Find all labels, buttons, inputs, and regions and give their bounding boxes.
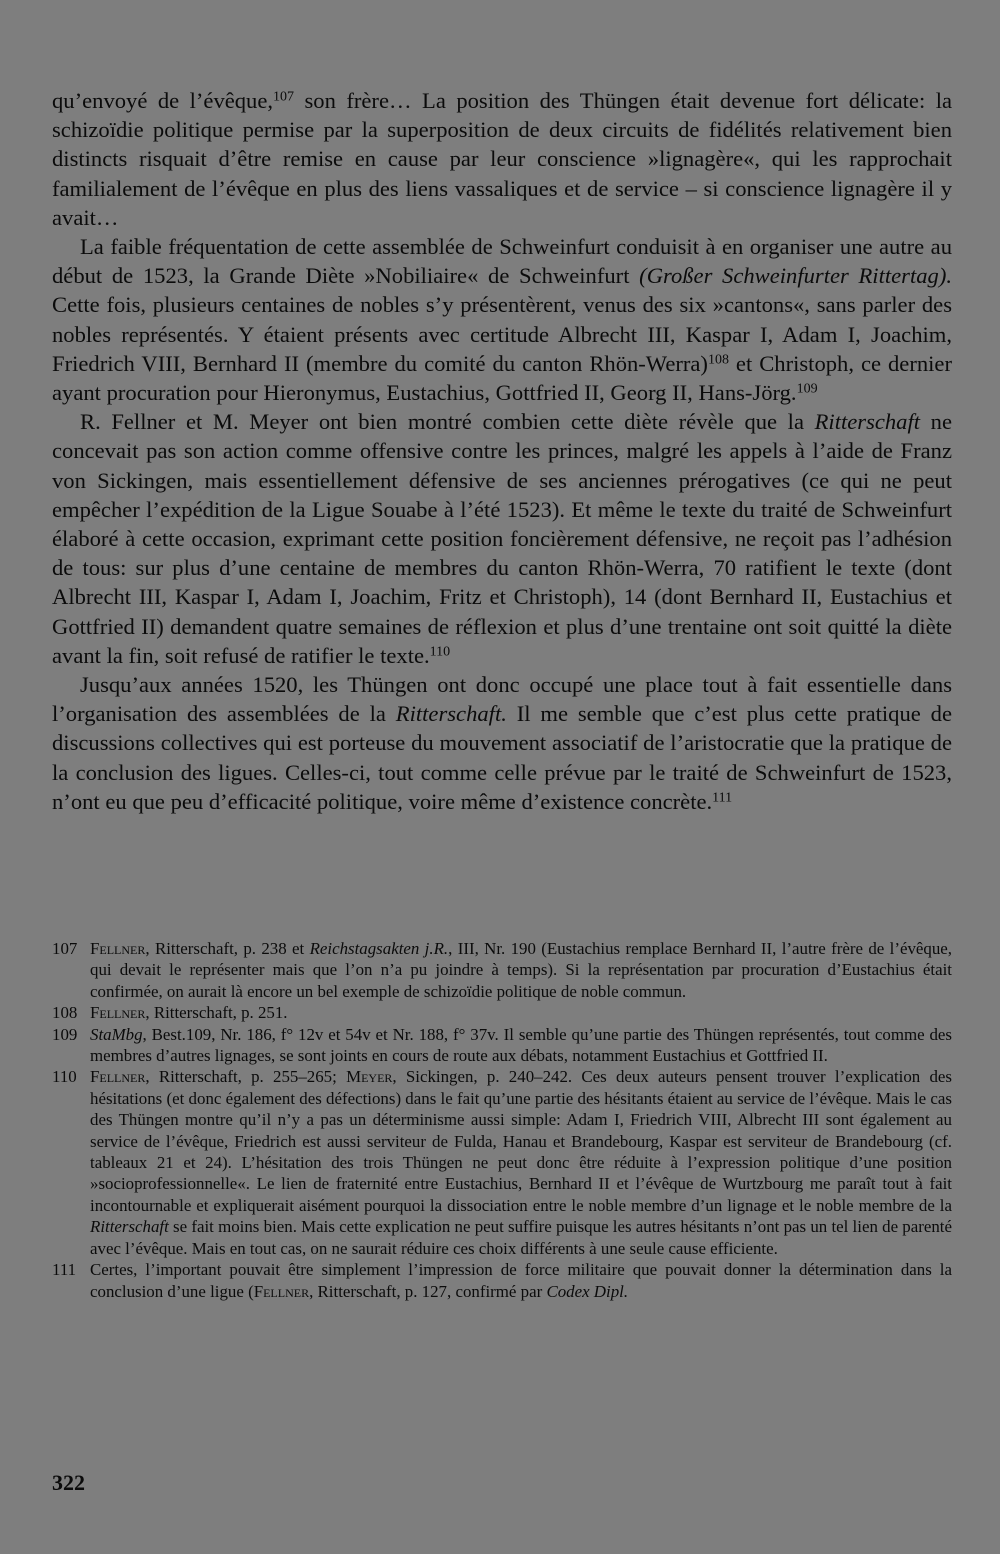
footnote-111 [52, 1259, 952, 1302]
text-run: , Ritterschaft, p. 238 et [145, 939, 310, 958]
text-run: et Christoph, ce dernier ayant procuration pour Hieronymus, Eustachius, Gottfried II, Georg II, Hans-Jörg. [52, 350, 952, 406]
footnote-ref-107: 107 [273, 89, 295, 105]
italic-run: Ritterschaft [90, 1217, 169, 1237]
paragraph-1 [52, 86, 952, 232]
text-run: , Ritterschaft, p. 255–265; [145, 1067, 347, 1087]
text-run: ne concevait pas son action comme offensive contre les princes, malgré les appels à l’aide de Franz von Sickingen, mais essentiellement défensive de ses anciennes prérogatives (ce qui ne peut empêcher l’expédition de la Ligue Souabe à l’été 1523). Et même le texte du traité de Schweinfurt élaboré à cette occasion, exprimant cette position foncièrement défensive, ne reçoit pas l’adhésion de tous: sur plus d’une centaine de membres du canton Rhön-Werra, 70 ratifient le texte (dont Albrecht III, Kaspar I, Adam I, Joachim, Fritz et Christoph), 14 (dont Bernhard II, Eustachius et Gottfried II) demandent quatre semaines de réflexion et plus d’une trentaine ont soit quitté la diète avant la fin, soit refusé de ratifier le texte. [52, 409, 952, 668]
paragraph-2 [52, 232, 952, 407]
text-run: , Ritterschaft, p. 251. [145, 1003, 288, 1023]
footnote-number: 111 [52, 1260, 77, 1280]
text-run: Certes, l’important pouvait être simplement l’impression de force militaire que pouvait donner la détermination dans la conclusion d’une ligue ( [90, 1260, 952, 1301]
footnote-number: 108 [52, 1003, 78, 1023]
author-name: Fellner [253, 1281, 310, 1301]
footnote-number: 110 [52, 1067, 77, 1087]
text-run: , Best.109, Nr. 186, f° 12v et 54v et Nr. 188, f° 37v. Il semble qu’une partie des Thüngen représentés, tout comme des membres d’autres lignages, se sont joints en cours de route aux débats, notamment Eustachius et Gottfried II. [90, 1024, 952, 1066]
text-run: se fait moins bien. Mais cette explication ne peut suffire puisque les autres hésitants n’ont pas un tel lien de parenté avec l’évêque. Mais en tout cas, on ne saurait réduire ces choix différents à une seule cause efficiente. [90, 1217, 952, 1258]
paragraph-3 [52, 407, 952, 670]
italic-run: Ritterschaft [814, 409, 921, 435]
text-run: son frère… La position des Thüngen était devenue fort délicate: la schizoïdie politique permise par la superposition de deux circuits de fidélités relativement bien distincts risquait d’être remise en cause par leur conscience »lignagère«, qui les rapprochait familialement de l’évêque en plus des liens vassaliques et de service – si conscience lignagère il y avait… [52, 88, 952, 230]
text-run: La faible fréquentation de cette assemblée de Schweinfurt conduisit à en organiser une autre au début de 1523, la Grande Diète »Nobiliaire« de Schweinfurt [52, 234, 952, 289]
text-run: Jusqu’aux années 1520, les Thüngen ont donc occupé une place tout à fait essentielle dans l’organisation des assemblées de la [52, 672, 952, 727]
text-run: qu’envoyé de l’évêque, [52, 88, 274, 113]
footnote-ref-111: 111 [712, 790, 733, 806]
footnote-number: 107 [52, 939, 78, 958]
page-number: 322 [52, 1470, 85, 1495]
italic-run: StaMbg [90, 1024, 143, 1044]
italic-run: Ritterschaft. [395, 701, 507, 727]
footnote-107 [52, 938, 952, 1002]
footnote-number: 109 [52, 1024, 78, 1044]
italic-run: (Großer Schweinfurter Rittertag). [639, 263, 952, 289]
text-run: R. Fellner et M. Meyer ont bien montré combien cette diète révèle que la [80, 409, 815, 435]
footnote-ref-109: 109 [796, 381, 818, 397]
author-name: Fellner [90, 1067, 146, 1087]
italic-run: Reichstagsakten j.R. [309, 939, 449, 958]
footnote-109 [52, 1024, 952, 1067]
footnote-ref-110: 110 [429, 644, 451, 660]
footnote-110 [52, 1066, 952, 1259]
text-run: Il me semble que c’est plus cette pratique de discussions collectives qui est porteuse du mouvement associatif de l’aristocratie que la pratique de la conclusion des ligues. Celles-ci, tout comme celle prévue par le traité de Schweinfurt de 1523, n’ont eu que peu d’efficacité politique, voire même d’existence concrète. [52, 701, 952, 814]
footnotes [52, 938, 952, 1302]
author-name: Fellner [90, 1003, 146, 1023]
footnote-108 [52, 1002, 952, 1023]
text-run: , Ritterschaft, p. 127, confirmé par [309, 1281, 547, 1301]
author-name: Fellner [90, 939, 146, 958]
italic-run: Codex Dipl. [546, 1281, 629, 1301]
text-run: , III, Nr. 190 (Eustachius remplace Bernhard II, l’autre frère de l’évêque, qui devait le représenter mais que l’on n’a pu joindre à temps). Si la représentation par procuration d’Eustachius était confirmée, on aurait là encore un bel exemple de schizoïdie politique de noble commun. [90, 939, 952, 1001]
footnote-ref-108: 108 [707, 352, 729, 368]
text-run: Cette fois, plusieurs centaines de nobles s’y présentèrent, venus des six »cantons«, sans parler des nobles représentés. Y étaient présents avec certitude Albrecht III, Kaspar I, Adam I, Joachim, Friedrich VIII, Bernhard II (membre du comité du canton Rhön-Werra) [52, 292, 952, 376]
text-run: , Sickingen, p. 240–242. Ces deux auteurs pensent trouver l’explication des hésitations (et donc également des défections) dans le fait qu’une partie des hésitants étaient au service de l’évêque. Mais le cas des Thüngen montre qu’il n’y a pas un déterminisme aussi simple: Adam I, Friedrich VIII, Albrecht III sont également au service de l’évêque, Friedrich est aussi serviteur de Fulda, Hanau et Brandebourg, Kaspar est serviteur de Brandebourg (cf. tableaux 21 et 24). L’hésitation des trois Thüngen ne peut donc être réduite à l’expression politique d’une position »socioprofessionnelle«. Le lien de fraternité entre Eustachius, Bernhard II et l’évêque de Wurtzbourg me paraît tout à fait incontournable et expliquerait aisément pourquoi la dissociation entre le noble membre d’un lignage et le noble membre de la [90, 1067, 952, 1215]
author-name: Meyer [346, 1067, 393, 1087]
paragraph-4 [52, 670, 952, 816]
main-text [52, 86, 952, 816]
